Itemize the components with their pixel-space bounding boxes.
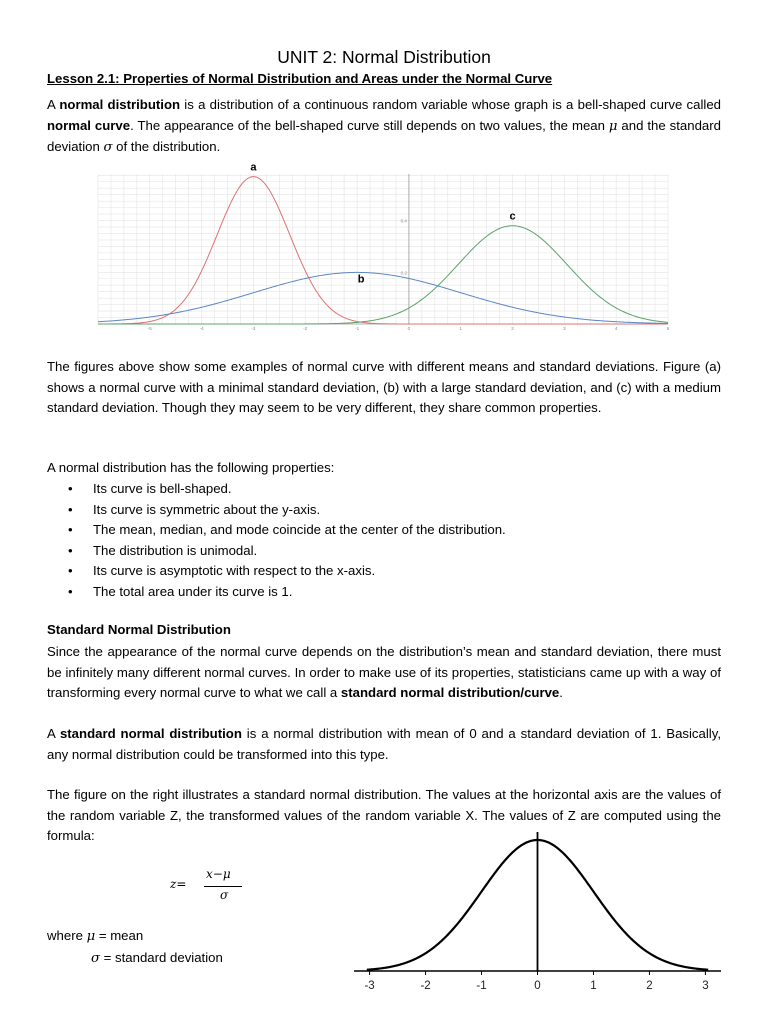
x-tick-label: 2 xyxy=(646,980,653,992)
x-tick-label: -3 xyxy=(364,980,375,992)
list-item: • Its curve is symmetric about the y-axis. xyxy=(47,500,506,521)
properties-intro: A normal distribution has the following properties: xyxy=(47,460,335,475)
list-item: • Its curve is bell-shaped. xyxy=(47,479,506,500)
y-tick-label: 0.4 xyxy=(400,218,407,224)
term-standard-normal-curve: standard normal distribution/curve xyxy=(340,685,560,701)
x-tick-label: 5 xyxy=(666,326,670,331)
sigma-symbol: σ xyxy=(91,950,101,966)
x-tick-label: 1 xyxy=(590,980,597,992)
standard-normal-figure xyxy=(350,830,725,995)
text-span: = standard deviation xyxy=(100,949,223,965)
standard-paragraph xyxy=(47,642,721,704)
text-span: . xyxy=(559,685,563,701)
x-tick-label: -3 xyxy=(251,326,256,331)
mu-symbol: μ xyxy=(86,929,96,944)
curve-label-b: b xyxy=(357,273,365,286)
x-tick-label: -5 xyxy=(147,326,152,331)
text-span: A xyxy=(47,726,60,741)
x-tick-label: -4 xyxy=(199,326,204,331)
x-tick-label: 3 xyxy=(563,326,566,331)
x-tick-label: 3 xyxy=(702,980,709,992)
x-tick-label: 4 xyxy=(614,326,618,331)
curve-label-a: a xyxy=(250,161,257,174)
text-span: and the standard deviation xyxy=(47,117,721,155)
x-tick-label: -1 xyxy=(355,326,360,331)
formula-lhs: z= xyxy=(170,877,187,891)
properties-list xyxy=(47,479,506,603)
text-span: A xyxy=(47,97,60,112)
formula-numerator: x−μ xyxy=(206,867,231,881)
x-tick-label: -2 xyxy=(420,980,431,992)
y-tick-label: 0.2 xyxy=(400,270,407,276)
z-values-paragraph: The figure on the right illustrates a standard normal distribution. The values at the horizontal axis are the values of the random variable Z, the transformed values of the random variable X. The values of Z are computed using the formula: xyxy=(47,787,721,844)
text-span: is a normal distribution with mean of 0 and a standard deviation of 1. Basically, any normal distribution could be transformed into this type. xyxy=(47,726,721,762)
x-tick-label: 0 xyxy=(534,980,541,992)
definition-paragraph xyxy=(47,724,721,765)
mu-symbol: μ xyxy=(608,118,618,134)
x-tick-label: 2 xyxy=(511,326,514,331)
where-row-sd xyxy=(47,948,223,970)
text-span: Since the appearance of the normal curve depends on the distribution’s mean and standard deviation, there must be infinitely many different normal curves. In order to make use of its properties, statisticians came up with a way of transforming every normal curve to what we call a xyxy=(47,644,721,701)
section-heading: Standard Normal Distribution xyxy=(47,622,231,637)
text-span: = mean xyxy=(95,928,144,943)
text-span: is a distribution of a continuous random variable whose graph is a bell-shaped curve called xyxy=(180,97,722,112)
term-standard-normal-distribution: standard normal distribution xyxy=(59,726,242,741)
list-item: • The mean, median, and mode coincide at the center of the distribution. xyxy=(47,520,506,541)
formula-denominator: σ xyxy=(220,888,229,902)
curve-label-c: c xyxy=(509,210,516,223)
where-row-mean xyxy=(47,926,223,948)
x-tick-label: 0 xyxy=(407,326,411,331)
sigma-symbol: σ xyxy=(103,140,113,156)
page-title: UNIT 2: Normal Distribution xyxy=(277,47,491,67)
text-span: where xyxy=(47,928,87,943)
x-tick-label: -2 xyxy=(303,326,308,331)
term-normal-curve: normal curve xyxy=(47,117,131,133)
figures-paragraph: The figures above show some examples of normal curve with different means and standard deviations. Figure (a) shows a normal curve with a minimal standard deviation, (b) with a large standard deviation, and (c) with a medium standard deviation. Though they may seem to be very different, they share common properties. xyxy=(47,359,721,416)
normal-curves-figure xyxy=(98,161,670,335)
text-span: of the distribution. xyxy=(112,139,221,155)
list-item: • Its curve is asymptotic with respect to the x-axis. xyxy=(47,561,506,582)
list-item: • The total area under its curve is 1. xyxy=(47,582,506,603)
where-legend xyxy=(47,926,223,969)
intro-paragraph xyxy=(47,95,721,159)
x-tick-label: -1 xyxy=(476,980,487,992)
x-tick-label: 1 xyxy=(459,326,462,331)
list-item: • The distribution is unimodal. xyxy=(47,541,506,562)
text-span: . The appearance of the bell-shaped curve still depends on two values, the mean xyxy=(130,117,609,133)
lesson-heading: Lesson 2.1: Properties of Normal Distribution and Areas under the Normal Curve xyxy=(47,71,553,86)
term-normal-distribution: normal distribution xyxy=(59,97,181,112)
fraction-bar xyxy=(204,886,242,887)
